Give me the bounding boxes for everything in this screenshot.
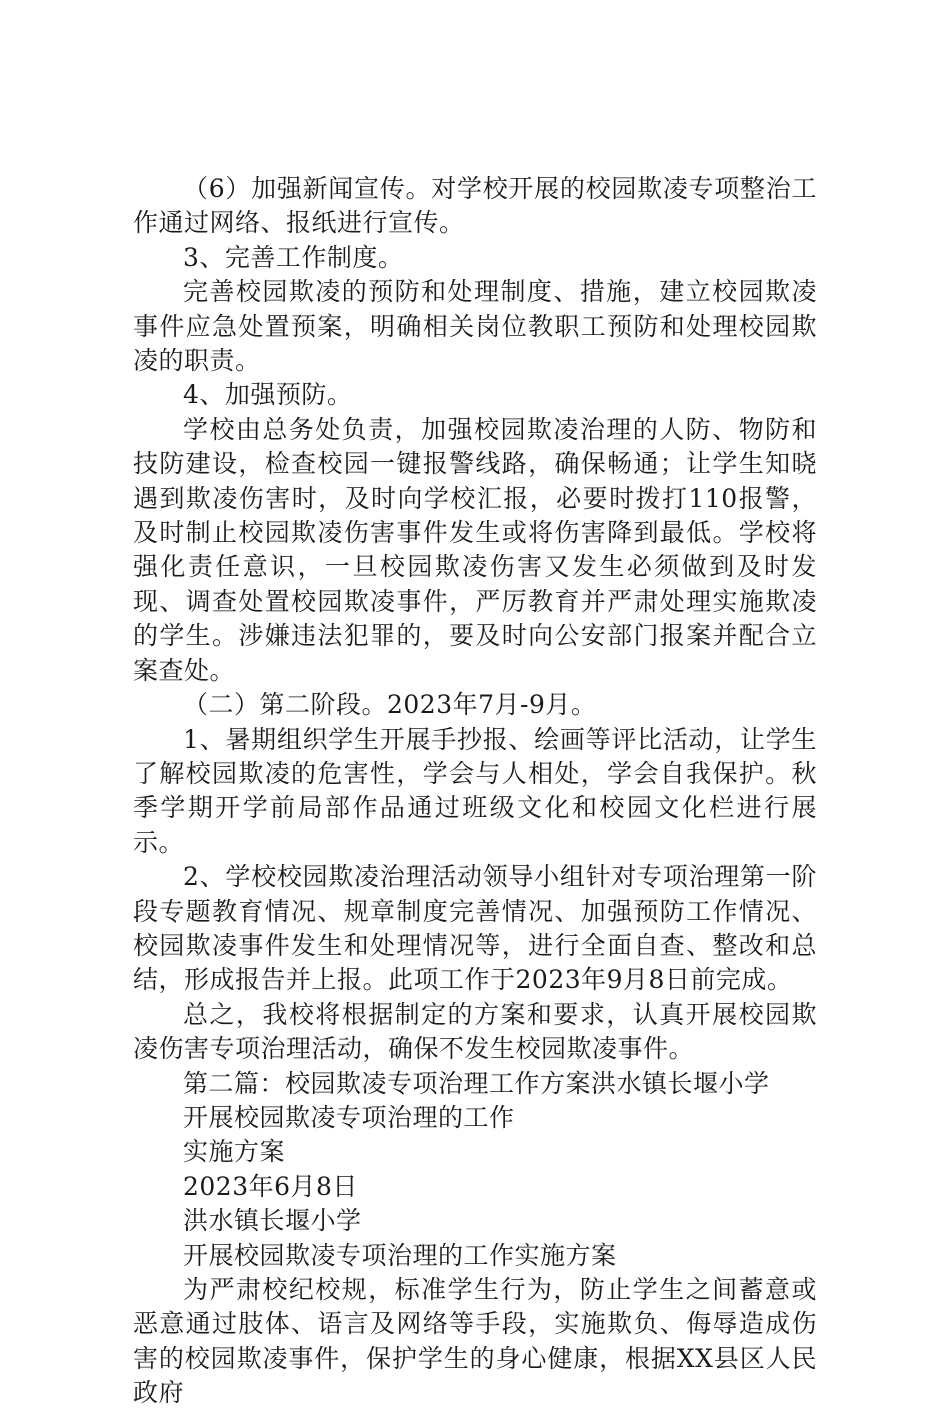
paragraph-self-inspection: 2、学校校园欺凌治理活动领导小组针对专项治理第一阶段专题教育情况、规章制度完善情况、加强预防工作情况、校园欺凌事件发生和处理情况等，进行全面自查、整改和总结，形成报告并上报。此项工作于2023年9月8日前完成。 [133,862,817,995]
plan-title: 开展校园欺凌专项治理的工作实施方案 [183,1240,617,1270]
heading-strengthen-prevention: 4、加强预防。 [183,380,353,410]
document-body [133,172,817,1411]
paragraph-conclusion: 总之，我校将根据制定的方案和要求，认真开展校园欺凌伤害专项治理活动，确保不发生校园欺凌事件。 [133,999,817,1064]
title-line-1: 开展校园欺凌专项治理的工作 [183,1102,515,1132]
title-line-2: 实施方案 [183,1137,286,1167]
paragraph-improve-system: 完善校园欺凌的预防和处理制度、措施，建立校园欺凌事件应急处置预案，明确相关岗位教职工预防和处理校园欺凌的职责。 [133,277,817,376]
paragraph-strengthen-prevention: 学校由总务处负责，加强校园欺凌治理的人防、物防和技防建设，检查校园一键报警线路，确保畅通；让学生知晓遇到欺凌伤害时，及时向学校汇报，必要时拨打110报警，及时制止校园欺凌伤害事件发生或将伤害降到最低。学校将强化责任意识，一旦校园欺凌伤害又发生必须做到及时发现、调查处置校园欺凌事件，严厉教育并严肃处理实施欺凌的学生。涉嫌违法犯罪的，要及时向公安部门报案并配合立案查处。 [133,414,817,685]
heading-improve-system: 3、完善工作制度。 [183,242,404,272]
paragraph-plan-intro: 为严肃校纪校规，标准学生行为，防止学生之间蓄意或恶意通过肢体、语言及网络等手段，实施欺负、侮辱造成伤害的校园欺凌事件，保护学生的身心健康，根据XX县区人民政府 [133,1275,817,1408]
document-date: 2023年6月8日 [183,1171,358,1201]
school-name: 洪水镇长堰小学 [183,1206,362,1236]
heading-second-stage: （二）第二阶段。2023年7月-9月。 [183,690,597,720]
paragraph-summer-activities: 1、暑期组织学生开展手抄报、绘画等评比活动，让学生了解校园欺凌的危害性，学会与人相处，学会自我保护。秋季学期开学前局部作品通过班级文化和校园文化栏进行展示。 [133,724,817,857]
paragraph-news-publicity: （6）加强新闻宣传。对学校开展的校园欺凌专项整治工作通过网络、报纸进行宣传。 [133,174,817,238]
section-title-second-article: 第二篇：校园欺凌专项治理工作方案洪水镇长堰小学 [183,1068,770,1098]
